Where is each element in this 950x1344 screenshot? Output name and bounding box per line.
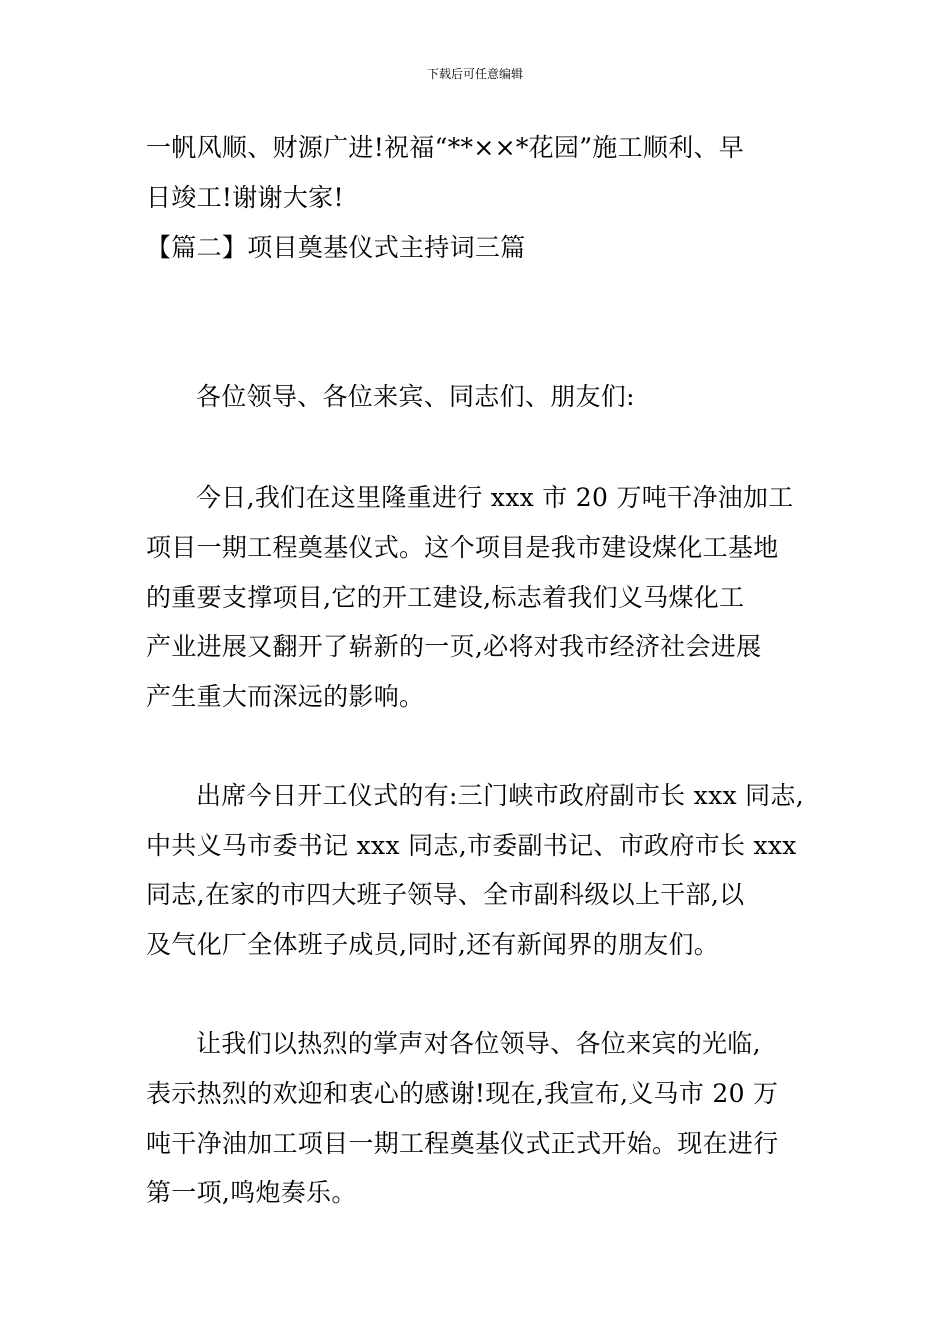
paragraph-line: 第一项,鸣炮奏乐。 xyxy=(146,1178,357,1207)
paragraph-line: 产生重大而深远的影响。 xyxy=(146,682,425,711)
greeting-line: 各位领导、各位来宾、同志们、朋友们: xyxy=(196,382,635,411)
text-line: 一帆风顺、财源广进!祝福“**××*花园”施工顺利、早 xyxy=(146,133,745,162)
paragraph-line: 中共义马市委书记 xxx 同志,市委副书记、市政府市长 xxx xyxy=(146,831,797,860)
paragraph-line: 项目一期工程奠基仪式。这个项目是我市建设煤化工基地 xyxy=(146,533,779,562)
paragraph-line: 同志,在家的市四大班子领导、全市副科级以上干部,以 xyxy=(146,880,745,909)
paragraph-line: 今日,我们在这里隆重进行 xxx 市 20 万吨干净油加工 xyxy=(196,483,794,512)
paragraph-line: 及气化厂全体班子成员,同时,还有新闻界的朋友们。 xyxy=(146,930,720,959)
paragraph-line: 产业进展又翻开了崭新的一页,必将对我市经济社会进展 xyxy=(146,632,762,661)
paragraph-line: 吨干净油加工项目一期工程奠基仪式正式开始。现在进行 xyxy=(146,1129,779,1158)
section-heading: 【篇二】项目奠基仪式主持词三篇 xyxy=(146,233,526,262)
page-header-note: 下载后可任意编辑 xyxy=(426,67,523,81)
paragraph-line: 表示热烈的欢迎和衷心的感谢!现在,我宣布,义马市 20 万 xyxy=(146,1079,779,1108)
paragraph-line: 的重要支撑项目,它的开工建设,标志着我们义马煤化工 xyxy=(146,583,745,612)
paragraph-line: 出席今日开工仪式的有:三门峡市政府副市长 xxx 同志, xyxy=(196,781,804,810)
text-line: 日竣工!谢谢大家! xyxy=(146,183,344,212)
paragraph-line: 让我们以热烈的掌声对各位领导、各位来宾的光临, xyxy=(196,1029,761,1058)
